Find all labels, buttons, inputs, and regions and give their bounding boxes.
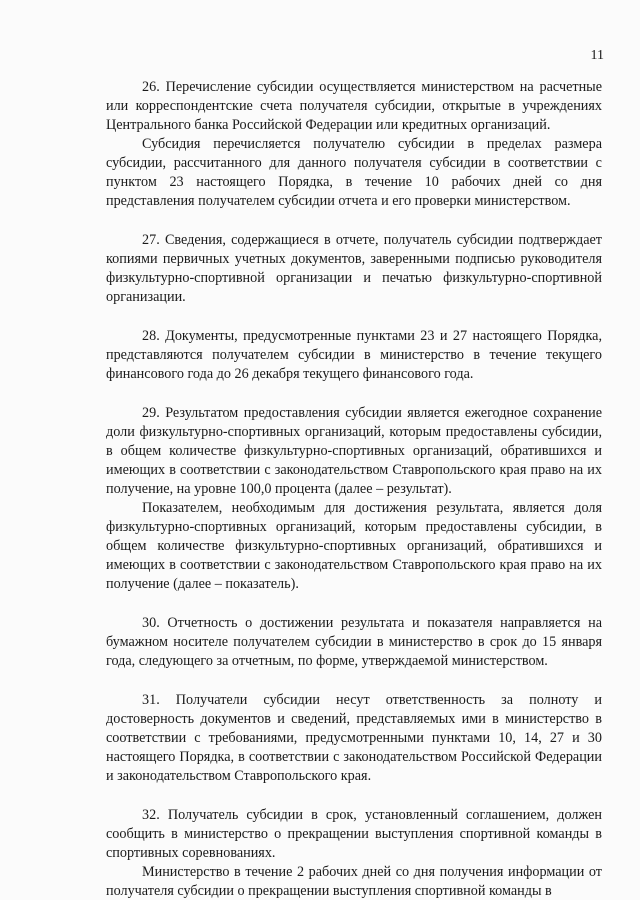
paragraph-29: 29. Результатом предоставления субсидии является ежегодное сохранение доли физкультурно-спортивных организаций, которым предоставлены субсидии, в общем количестве физкультурно-спортивных организаций, обратившихся и имеющих в соответствии с законодательством Ставропольского края право на их получение, на уровне 100,0 процента (далее – результат). <box>106 405 602 497</box>
page-number: 11 <box>590 48 604 63</box>
document-body <box>106 78 602 901</box>
paragraph-30: 30. Отчетность о достижении результата и показателя направляется на бумажном носителе получателем субсидии в министерство в срок до 15 января года, следующего за отчетным, по форме, утверждаемой министерством. <box>106 615 602 669</box>
paragraph-26: 26. Перечисление субсидии осуществляется министерством на расчетные или корреспондентские счета получателя субсидии, открытые в учреждениях Центрального банка Российской Федерации или кредитных организаций. <box>106 79 602 133</box>
paragraph-27: 27. Сведения, содержащиеся в отчете, получатель субсидии подтверждает копиями первичных учетных документов, заверенными подписью руководителя физкультурно-спортивной организации и печатью физкультурно-спортивной организации. <box>106 232 602 305</box>
paragraph-31: 31. Получатели субсидии несут ответственность за полноту и достоверность документов и сведений, представляемых ими в министерство в соответствии с требованиями, предусмотренными пунктами 10, 14, 27 и 30 настоящего Порядка, в соответствии с законодательством Российской Федерации и законодательством Ставропольского края. <box>106 692 602 784</box>
paragraph-26-continued: Субсидия перечисляется получателю субсидии в пределах размера субсидии, рассчитанного для данного получателя субсидии в соответствии с пунктом 23 настоящего Порядка, в течение 10 рабочих дней со дня представления получателем субсидии отчета и его проверки министерством. <box>106 136 602 209</box>
paragraph-32-continued: Министерство в течение 2 рабочих дней со дня получения информации от получателя субсидии о прекращении выступления спортивной команды в <box>106 864 602 899</box>
paragraph-28: 28. Документы, предусмотренные пунктами 23 и 27 настоящего Порядка, представляются получателем субсидии в министерство в течение текущего финансового года до 26 декабря текущего финансового года. <box>106 328 602 382</box>
paragraph-29-indicator: Показателем, необходимым для достижения результата, является доля физкультурно-спортивных организаций, которым предоставлены субсидии, в общем количестве физкультурно-спортивных организаций, обратившихся и имеющих в соответствии с законодательством Ставропольского края право на их получение (далее – показатель). <box>106 500 602 592</box>
paragraph-32: 32. Получатель субсидии в срок, установленный соглашением, должен сообщить в министерство о прекращении выступления спортивной команды в спортивных соревнованиях. <box>106 807 602 861</box>
